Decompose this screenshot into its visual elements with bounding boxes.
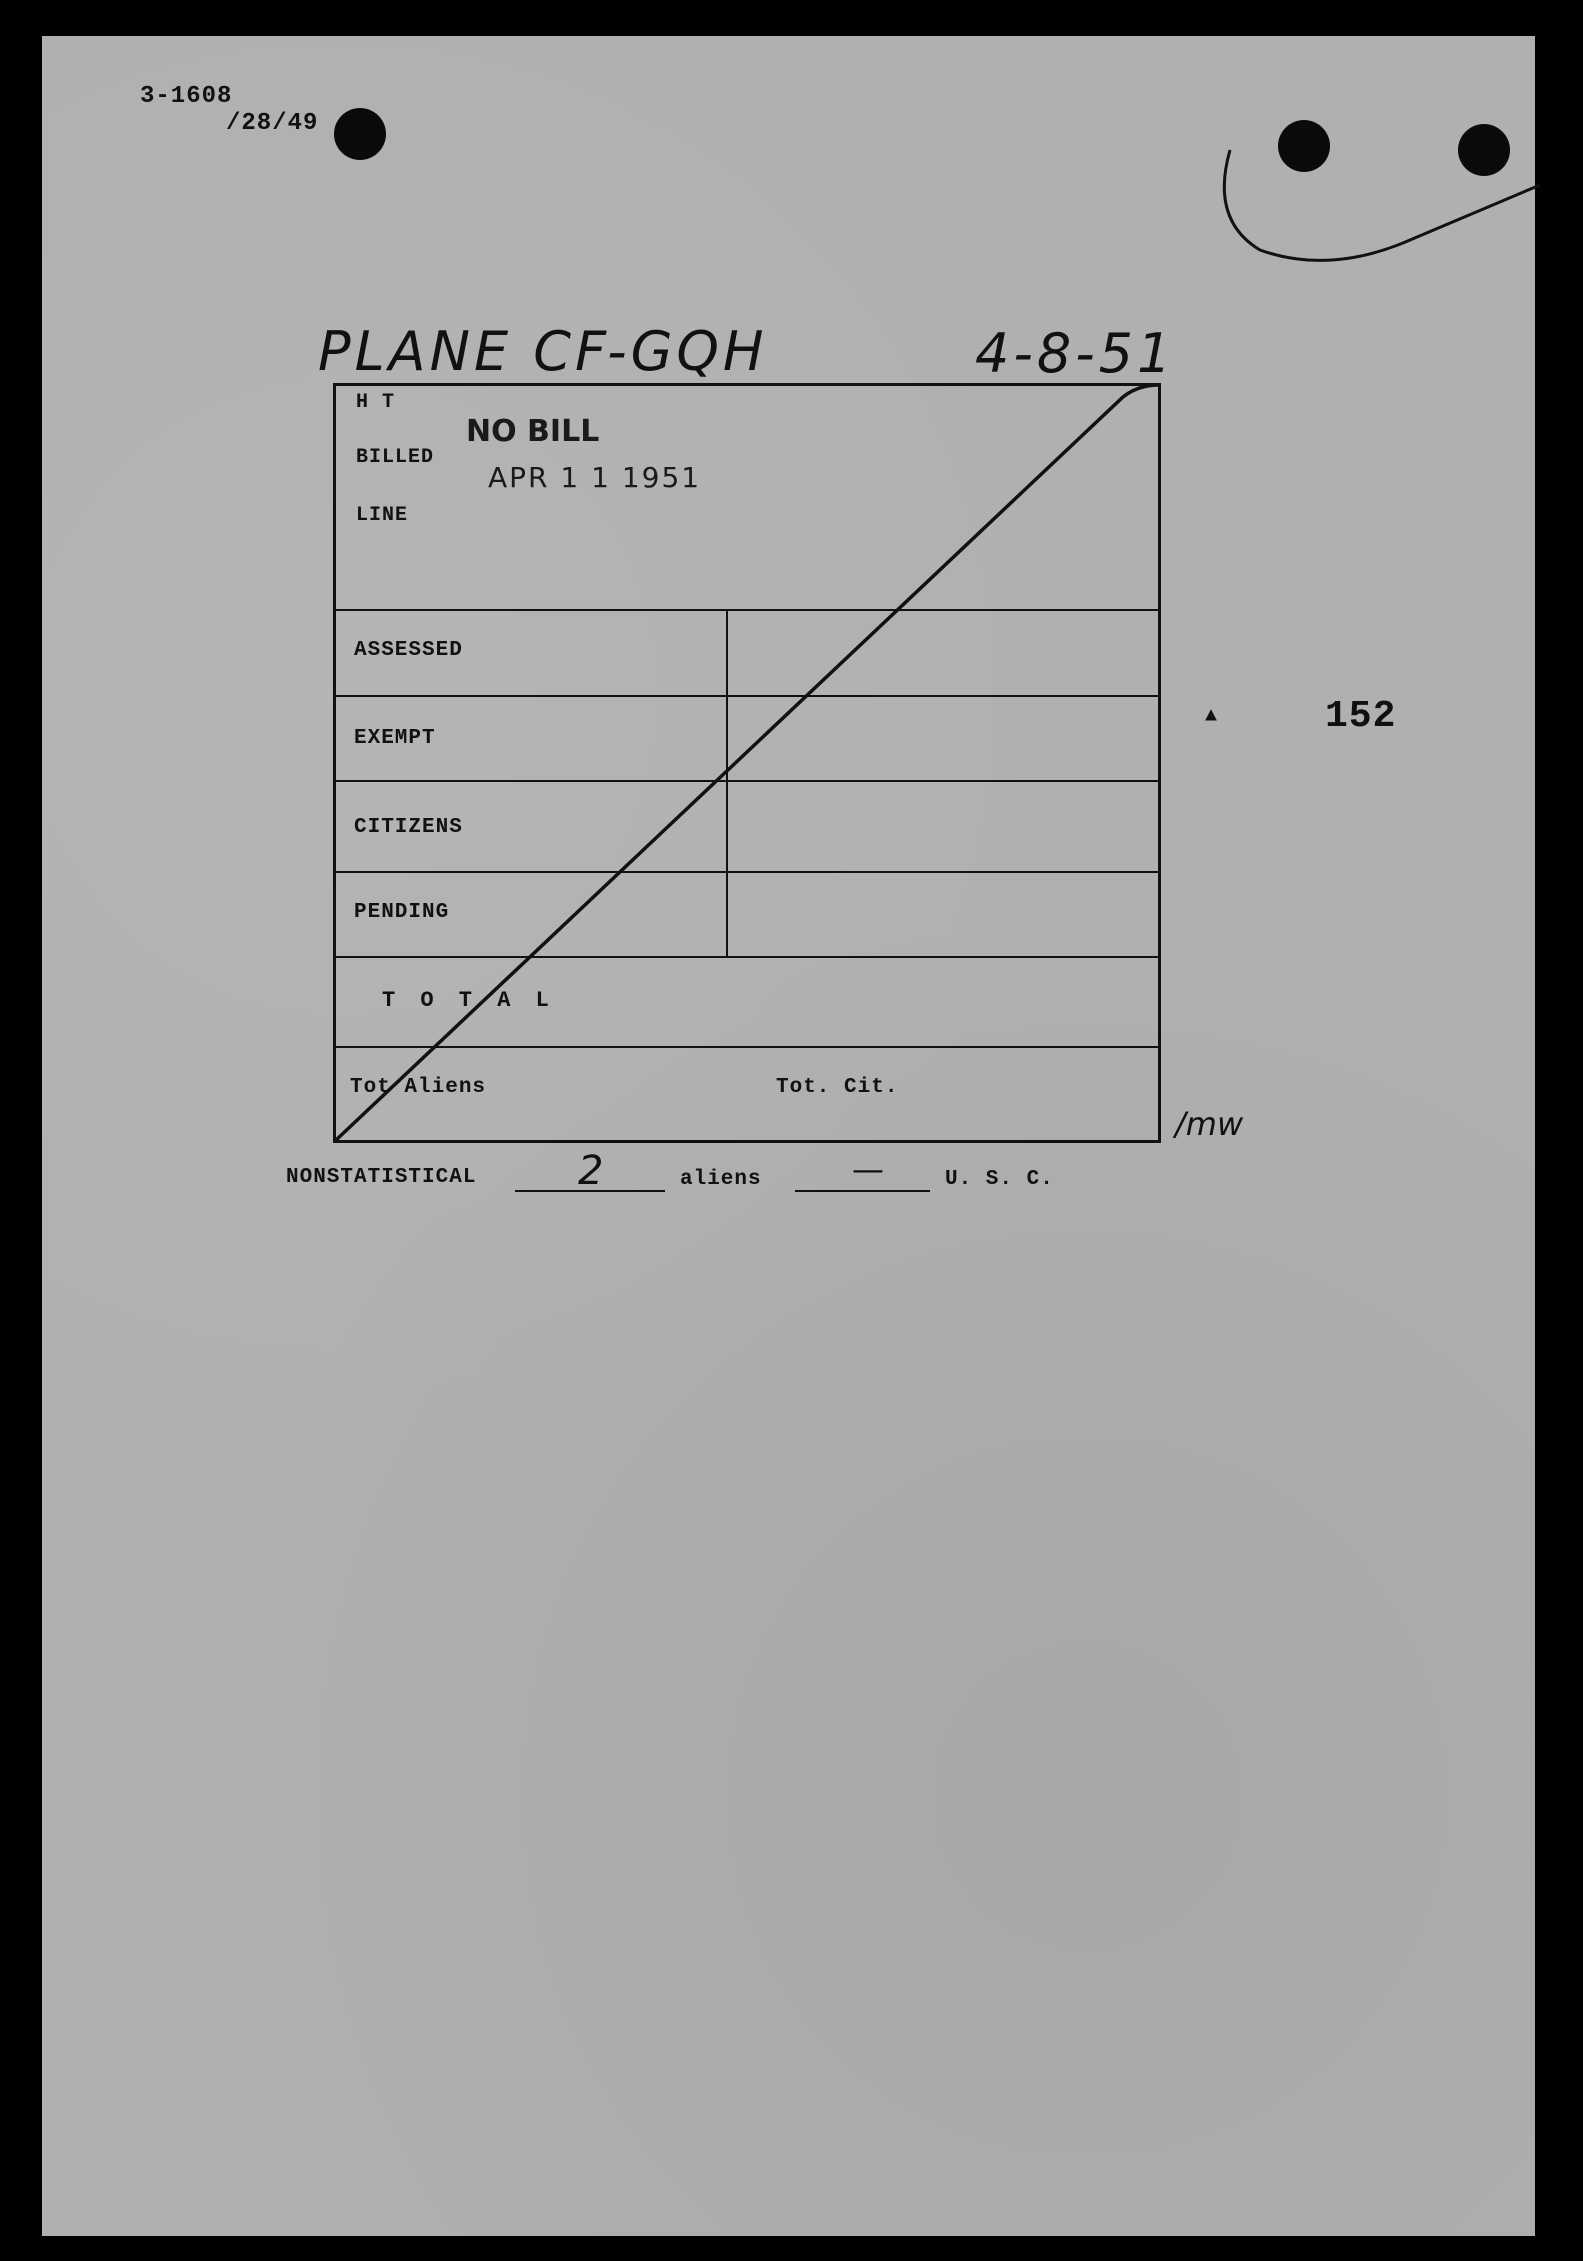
margin-mark: ▲: [1205, 705, 1219, 728]
pending-label: PENDING: [354, 901, 450, 924]
nonstat-aliens-count: 2: [578, 1148, 604, 1194]
strike-through-line: [333, 383, 1161, 1143]
margin-stroke: [1210, 140, 1540, 280]
handwritten-date: 4-8-51: [975, 322, 1176, 385]
ht-label: H T: [356, 391, 396, 414]
assessed-label: ASSESSED: [354, 639, 463, 662]
file-date: /28/49: [226, 110, 319, 137]
plane-number: PLANE CF-GQH: [318, 320, 768, 383]
usc-label: U. S. C.: [945, 1168, 1054, 1191]
nonstatistical-label: NONSTATISTICAL: [286, 1166, 477, 1189]
line-label: LINE: [356, 504, 409, 527]
aliens-label: aliens: [680, 1168, 762, 1191]
usc-blank-line: [795, 1190, 930, 1192]
date-stamp: APR 1 1 1951: [488, 461, 702, 494]
billed-label: BILLED: [356, 446, 435, 469]
tot-aliens-label: Tot Aliens: [350, 1076, 487, 1099]
initials: /mw: [1175, 1105, 1244, 1143]
file-number: 3-1608: [140, 83, 233, 110]
page-count-number: 152: [1325, 695, 1397, 738]
exempt-label: EXEMPT: [354, 727, 436, 750]
total-label: T O T A L: [382, 988, 555, 1013]
no-bill-stamp: NO BILL: [466, 414, 600, 449]
punch-hole: [334, 108, 386, 160]
nonstat-usc-count: —: [852, 1150, 884, 1188]
tot-cit-label: Tot. Cit.: [776, 1076, 899, 1099]
citizens-label: CITIZENS: [354, 816, 463, 839]
